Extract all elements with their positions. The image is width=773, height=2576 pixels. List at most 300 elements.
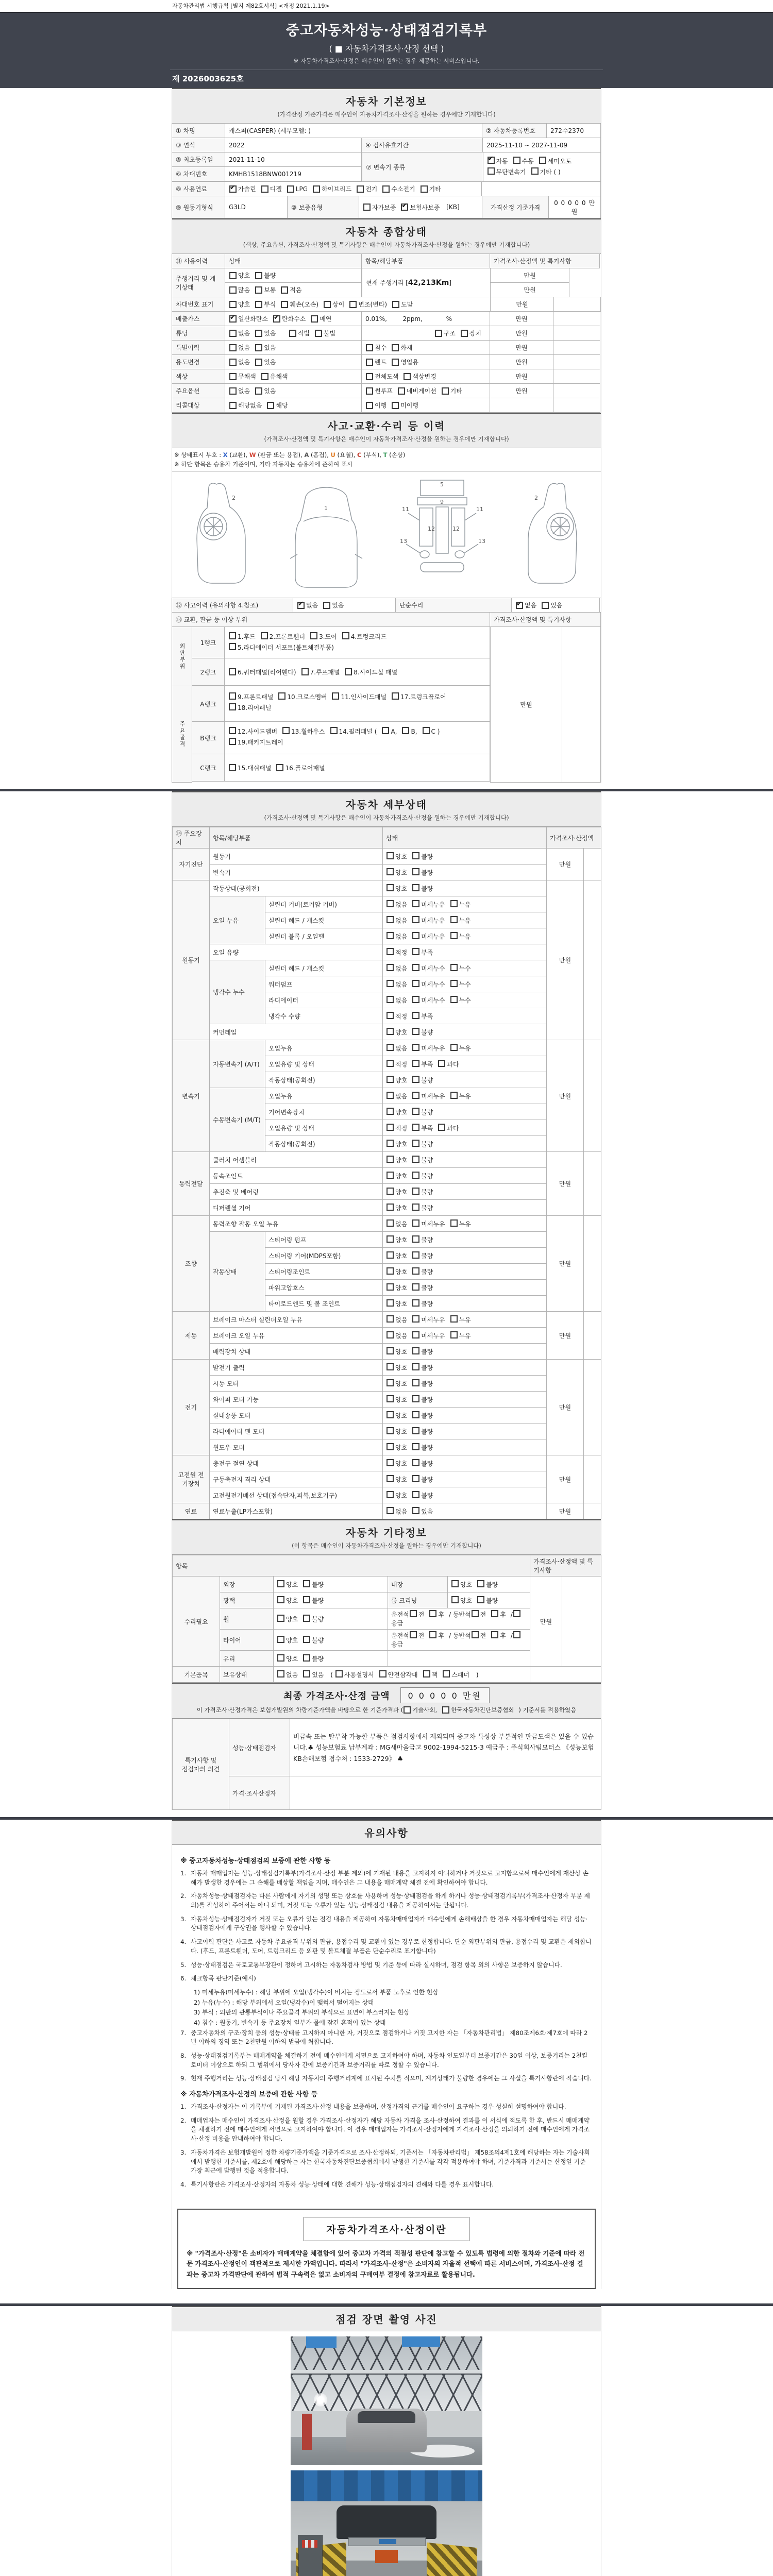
checkbox[interactable]: [386, 900, 394, 907]
checkbox[interactable]: [229, 373, 237, 380]
checkbox[interactable]: [324, 301, 331, 308]
column-header: ⑪ 사용이력: [172, 253, 225, 268]
checkbox[interactable]: [278, 692, 285, 700]
checkbox[interactable]: [461, 330, 468, 337]
vin-value: KMHB1518BNW001219: [225, 166, 362, 181]
status-checkboxes: [383, 1104, 547, 1120]
checkbox[interactable]: [386, 852, 394, 859]
checkbox[interactable]: [229, 315, 237, 323]
checkbox[interactable]: [229, 330, 237, 337]
checkbox[interactable]: [267, 402, 274, 409]
table-row: [173, 849, 601, 865]
checkbox[interactable]: [255, 387, 262, 395]
status-code: C: [357, 451, 362, 459]
checkbox-label: 18.리어패널: [238, 704, 272, 711]
checkbox[interactable]: [255, 344, 262, 351]
checkbox[interactable]: [366, 359, 373, 366]
checkbox[interactable]: [412, 916, 419, 923]
checkbox[interactable]: [281, 286, 288, 294]
checkbox[interactable]: [410, 1610, 417, 1617]
checkbox[interactable]: [412, 1443, 419, 1450]
checkbox[interactable]: [402, 727, 409, 734]
notice-item: [180, 2116, 593, 2144]
checkbox[interactable]: [363, 204, 371, 211]
checkbox[interactable]: [412, 1188, 419, 1195]
notice-text: 매매업자는 매수인이 가격조사·산정을 원할 경우 가격조사·산정자가 해당 자동차 가격을 조사·산정하여 결과를 이 서식에 적도록 한 후, 반드시 매매계약을 체결하기 전에 매수인에게 서면으로 고지하여야 합니다. 이 경우 매매업자는 가격조사·산정자에게 가격조사·산정을 의뢰하기 전에 매수인에게 가격조사·산정 비용을 안내하여야 합니다.: [191, 2116, 590, 2143]
checkbox[interactable]: [386, 1140, 394, 1147]
checkbox[interactable]: [472, 1631, 479, 1638]
checkbox-label: 양호: [395, 1412, 408, 1419]
checkbox[interactable]: [516, 602, 523, 609]
checkbox[interactable]: [401, 204, 408, 211]
checkbox-label: 없음: [306, 602, 318, 609]
diagram-label: 2: [231, 495, 236, 501]
checkbox[interactable]: [229, 402, 237, 409]
overall-condition-section: [172, 218, 601, 413]
checkbox[interactable]: [386, 1379, 394, 1386]
checkbox[interactable]: [412, 1491, 419, 1498]
status-checkboxes: [383, 1487, 547, 1503]
status-checkboxes: [383, 1008, 547, 1024]
checkbox-label: 없음: [395, 901, 408, 908]
status-checkboxes: [383, 1408, 547, 1423]
checkbox[interactable]: [386, 1411, 394, 1418]
checkbox[interactable]: [261, 185, 268, 193]
checkbox[interactable]: [386, 1235, 394, 1243]
checkbox-label: 적정: [395, 948, 408, 956]
checkbox[interactable]: [404, 373, 411, 380]
checkbox[interactable]: [488, 157, 495, 164]
checkbox-label: 불량: [312, 1636, 324, 1644]
checkbox[interactable]: [412, 1204, 419, 1211]
checkbox-label: 12.사이드멤버: [238, 728, 278, 735]
checkbox[interactable]: [412, 1156, 419, 1163]
checkbox[interactable]: [412, 1172, 419, 1179]
checkbox[interactable]: [386, 964, 394, 971]
checkbox[interactable]: [297, 602, 305, 609]
checkbox[interactable]: [412, 1283, 419, 1291]
checkbox[interactable]: [450, 1219, 458, 1227]
legend-text: (판금 또는 용접),: [256, 451, 305, 459]
checkbox[interactable]: [382, 185, 390, 193]
checkbox[interactable]: [386, 1331, 394, 1338]
accident-history-row: [172, 598, 601, 613]
checkbox[interactable]: [412, 868, 419, 875]
checkbox[interactable]: [513, 157, 520, 164]
checkbox[interactable]: [392, 344, 399, 351]
price-cell: 만원: [490, 369, 553, 384]
checkbox-label: 미세누유: [421, 1092, 445, 1100]
checkbox[interactable]: [450, 900, 458, 907]
checkbox-label: 불량: [421, 885, 433, 892]
checkbox[interactable]: [229, 643, 236, 650]
checkbox[interactable]: [510, 1631, 520, 1639]
checkbox-label: 양호: [286, 1597, 298, 1604]
checkbox[interactable]: [229, 703, 236, 710]
checkbox[interactable]: [412, 900, 419, 907]
checkbox[interactable]: [303, 1670, 310, 1677]
table-row: [173, 1040, 601, 1056]
checkbox[interactable]: [303, 1580, 310, 1587]
status-checkboxes: [383, 1072, 547, 1088]
checkbox[interactable]: [491, 1610, 498, 1617]
checkbox[interactable]: [342, 632, 349, 639]
checkbox[interactable]: [303, 1615, 310, 1622]
checkbox[interactable]: [412, 1459, 419, 1466]
checkbox[interactable]: [386, 1507, 394, 1514]
checkbox[interactable]: [412, 1475, 419, 1482]
checkbox[interactable]: [412, 1251, 419, 1259]
checkbox[interactable]: [386, 1395, 394, 1402]
checkbox[interactable]: [277, 1615, 284, 1622]
field-label: ③ 연식: [172, 138, 225, 152]
field-label: ⑩ 보증유형: [287, 196, 359, 218]
checkbox[interactable]: [392, 402, 399, 409]
checkbox[interactable]: [386, 980, 394, 987]
row-label: 광택: [220, 1592, 274, 1608]
checkbox[interactable]: [289, 330, 296, 337]
detail-subtitle: (가격조사·산정액 및 특기사항은 매수인이 자동차가격조사·산정을 원하는 경우에만 기재합니다): [264, 814, 509, 821]
checkbox[interactable]: [488, 167, 495, 175]
checkbox[interactable]: [438, 1060, 445, 1067]
checkbox[interactable]: [412, 1315, 419, 1323]
checkbox[interactable]: [404, 1706, 411, 1714]
checkbox[interactable]: [386, 1172, 394, 1179]
checkbox[interactable]: [435, 330, 442, 337]
checkbox[interactable]: [412, 1219, 419, 1227]
checkbox[interactable]: [229, 185, 237, 193]
checkbox[interactable]: [386, 1092, 394, 1099]
checkbox[interactable]: [386, 1251, 394, 1259]
detail-condition-section: [172, 791, 601, 1519]
checkbox[interactable]: [386, 948, 394, 955]
notice-text: 중고자동차의 구조·장치 등의 성능·상태를 고지하지 아니한 자, 거짓으로 점검하거나 거짓 고지한 자는 「자동차관리법」 제80조제6호·제7호에 따라 2년 이하의 징역 또는 2천만원 이하의 벌금에 처합니다.: [191, 2029, 588, 2046]
checkbox[interactable]: [386, 916, 394, 923]
inline-text: / 동반석: [448, 1611, 471, 1618]
checkbox[interactable]: [277, 1596, 284, 1603]
checkbox[interactable]: [386, 1427, 394, 1434]
checkbox-label: 누유: [459, 1092, 471, 1100]
checkbox[interactable]: [229, 764, 236, 771]
rank2-items: [224, 658, 490, 686]
inspection-period-value: 2025-11-10 ~ 2027-11-09: [482, 138, 601, 152]
checkbox[interactable]: [429, 1610, 436, 1617]
checkbox-label: 불량: [421, 1348, 433, 1355]
checkbox[interactable]: [386, 1060, 394, 1067]
checkbox-label: 10.크로스멤버: [287, 693, 327, 701]
appraiser-remarks-text: [290, 1776, 601, 1810]
checkbox-label: 양호: [395, 1460, 408, 1467]
checkbox[interactable]: [229, 692, 236, 700]
checkbox[interactable]: [349, 301, 357, 308]
checkbox[interactable]: [281, 301, 288, 308]
checkbox[interactable]: [261, 373, 268, 380]
checkbox[interactable]: [412, 1379, 419, 1386]
checkbox[interactable]: [423, 1670, 430, 1677]
checkbox[interactable]: [423, 727, 430, 734]
checkbox-label: 8.사이드실 패널: [354, 668, 398, 676]
checkbox[interactable]: [229, 387, 237, 395]
checkbox[interactable]: [412, 1140, 419, 1147]
checkbox[interactable]: [229, 668, 236, 675]
checkbox-label: B,: [411, 728, 417, 735]
checkbox[interactable]: [345, 668, 352, 675]
checkbox[interactable]: [303, 1636, 310, 1643]
item-label: 원동기: [210, 849, 383, 865]
status-checkboxes: [383, 1056, 547, 1072]
checkbox-label: 스패너: [451, 1671, 469, 1679]
checkbox[interactable]: [412, 1012, 419, 1019]
checkbox[interactable]: [450, 996, 458, 1003]
checkbox[interactable]: [366, 344, 373, 351]
checkbox[interactable]: [255, 359, 262, 366]
checkbox[interactable]: [450, 1331, 458, 1338]
checkbox-label: 양호: [286, 1615, 298, 1623]
checkbox-label: 9.프론트패널: [238, 693, 274, 701]
checkbox[interactable]: [386, 1156, 394, 1163]
table-row: [173, 1152, 601, 1168]
legend-text: (교환),: [227, 451, 249, 459]
checkbox[interactable]: [412, 1267, 419, 1275]
checkbox[interactable]: [398, 387, 405, 395]
checkbox[interactable]: [255, 272, 262, 279]
checkbox[interactable]: [386, 1299, 394, 1307]
detail-title: 자동차 세부상태: [345, 799, 428, 811]
checkbox[interactable]: [366, 402, 373, 409]
main-frame-group-label: 주요골격: [172, 686, 192, 783]
checkbox[interactable]: [313, 185, 320, 193]
final-price-value: 0 0 0 0 0 만원: [400, 1687, 490, 1703]
notice-number: 5.: [180, 1961, 187, 1969]
checkbox[interactable]: [229, 272, 237, 279]
tuning-item-checkboxes: [361, 326, 490, 341]
checkbox[interactable]: [386, 1044, 394, 1051]
checkbox-label: 기타 ( ): [540, 168, 561, 176]
checkbox[interactable]: [412, 948, 419, 955]
checkbox[interactable]: [412, 1076, 419, 1083]
checkbox[interactable]: [412, 1092, 419, 1099]
row-label: 주요옵션: [172, 383, 225, 398]
checkbox[interactable]: [412, 1427, 419, 1434]
checkbox[interactable]: [335, 1670, 343, 1677]
checkbox[interactable]: [412, 1028, 419, 1035]
checkbox[interactable]: [277, 1654, 284, 1662]
checkbox[interactable]: [229, 344, 237, 351]
checkbox[interactable]: [412, 884, 419, 891]
checkbox[interactable]: [412, 996, 419, 1003]
checkbox-label: 변조(변타): [358, 301, 388, 308]
checkbox[interactable]: [276, 764, 283, 771]
checkbox[interactable]: [379, 1670, 386, 1677]
checkbox[interactable]: [386, 1028, 394, 1035]
checkbox[interactable]: [392, 301, 399, 308]
checkbox[interactable]: [273, 315, 280, 323]
checkbox[interactable]: [386, 1491, 394, 1498]
notice-subitem: 3) 부식 : 외판의 관통부식이나 주요골격 부위의 부식으로 표면이 부스러지는 현상: [194, 2009, 410, 2016]
checkbox[interactable]: [366, 373, 373, 380]
checkbox[interactable]: [412, 1363, 419, 1370]
checkbox[interactable]: [412, 1235, 419, 1243]
line-break: [228, 736, 486, 738]
checkbox[interactable]: [421, 185, 428, 193]
checkbox[interactable]: [229, 632, 236, 639]
checkbox[interactable]: [386, 884, 394, 891]
checkbox[interactable]: [255, 301, 262, 308]
checkbox[interactable]: [277, 1636, 284, 1643]
checkbox[interactable]: [303, 1654, 310, 1662]
checkbox-label: 미세누유: [421, 1316, 445, 1324]
checkbox[interactable]: [255, 286, 262, 294]
checkbox[interactable]: [229, 359, 237, 366]
checkbox[interactable]: [510, 1610, 520, 1618]
checkbox[interactable]: [386, 1076, 394, 1083]
checkbox[interactable]: [412, 1060, 419, 1067]
checkbox[interactable]: [477, 1580, 484, 1587]
checkbox[interactable]: [491, 1631, 498, 1638]
checkbox[interactable]: [311, 315, 318, 323]
checkbox[interactable]: [386, 1267, 394, 1275]
row-label: 보유상태: [220, 1667, 274, 1683]
checkbox[interactable]: [229, 727, 236, 734]
checkbox[interactable]: [386, 868, 394, 875]
checkbox[interactable]: [277, 1670, 284, 1677]
checkbox[interactable]: [410, 1631, 417, 1638]
remarks-group-line1: 특기사항 및: [184, 1756, 217, 1764]
current-mileage: [362, 268, 491, 297]
checkbox[interactable]: [442, 1706, 449, 1714]
checkbox-label: 양호: [395, 1028, 408, 1036]
checkbox-label: 누유: [459, 1332, 471, 1340]
checkbox[interactable]: [382, 727, 389, 734]
checkbox[interactable]: [412, 1411, 419, 1418]
checkbox[interactable]: [386, 1347, 394, 1354]
checkbox[interactable]: [229, 738, 236, 745]
checkbox[interactable]: [323, 602, 330, 609]
checkbox[interactable]: [412, 1108, 419, 1115]
checkbox[interactable]: [277, 1580, 284, 1587]
checkbox[interactable]: [450, 1044, 458, 1051]
checkbox[interactable]: [442, 387, 449, 395]
checkbox[interactable]: [531, 167, 539, 175]
checkbox[interactable]: [261, 632, 268, 639]
item-label: 구동축전지 격리 상태: [210, 1471, 383, 1487]
notice-number: 3.: [180, 2148, 187, 2156]
checkbox[interactable]: [386, 1443, 394, 1450]
checkbox-label: 미세누유: [421, 1220, 445, 1228]
checkbox-label: 없음: [395, 1044, 408, 1052]
checkbox[interactable]: [310, 632, 317, 639]
checkbox[interactable]: [229, 286, 237, 294]
checkbox[interactable]: [412, 1395, 419, 1402]
emission-values: 0.01%, 2ppm, %: [361, 311, 490, 326]
checkbox[interactable]: [392, 692, 399, 700]
checkbox[interactable]: [386, 1204, 394, 1211]
checkbox[interactable]: [542, 602, 549, 609]
checkbox-label: 양호: [286, 1636, 298, 1644]
checkbox[interactable]: [412, 852, 419, 859]
checkbox-label: 적정: [395, 1012, 408, 1020]
checkbox[interactable]: [412, 964, 419, 971]
notice-text: 성능·상태점검기록부는 매매계약을 체결하기 전에 매수인에게 서면으로 고지하여야 하며, 자동차 인도일부터 보증기간은 30일 이상, 보증거리는 2천킬로미터 이상으로 하되 그 범위에서 당사자 간에 보증기간과 보증거리를 따로 정할 수 있습니다.: [191, 2052, 588, 2069]
table-row: [173, 1471, 601, 1487]
checkbox[interactable]: [412, 932, 419, 939]
checkbox[interactable]: [229, 301, 237, 308]
checkbox[interactable]: [450, 980, 458, 987]
checkbox[interactable]: [472, 1610, 479, 1617]
checkbox[interactable]: [386, 1012, 394, 1019]
checkbox[interactable]: [386, 1283, 394, 1291]
checkbox[interactable]: [330, 727, 338, 734]
checkbox[interactable]: [392, 359, 399, 366]
checkbox[interactable]: [332, 692, 339, 700]
checkbox[interactable]: [450, 916, 458, 923]
checkbox[interactable]: [386, 1315, 394, 1323]
checkbox[interactable]: [450, 932, 458, 939]
checkbox[interactable]: [386, 1475, 394, 1482]
checkbox[interactable]: [451, 1580, 459, 1587]
checkbox[interactable]: [438, 1124, 445, 1131]
device-group-label: 연료: [173, 1503, 210, 1519]
checkbox[interactable]: [386, 1108, 394, 1115]
checkbox[interactable]: [412, 1299, 419, 1307]
checkbox[interactable]: [412, 1507, 419, 1514]
notice-number: 7.: [180, 2029, 187, 2037]
checkbox[interactable]: [386, 1363, 394, 1370]
checkbox[interactable]: [366, 387, 373, 395]
checkbox-label: 있음: [264, 387, 276, 395]
checkbox[interactable]: [539, 157, 546, 164]
checkbox[interactable]: [450, 1092, 458, 1099]
device-group-label: 전기: [173, 1360, 210, 1455]
options-checkboxes: [225, 383, 362, 398]
status-checkboxes: [383, 1232, 547, 1248]
checkbox[interactable]: [386, 1459, 394, 1466]
checkbox[interactable]: [451, 1596, 459, 1603]
checkbox[interactable]: [255, 330, 262, 337]
checkbox[interactable]: [412, 980, 419, 987]
checkbox[interactable]: [477, 1596, 484, 1603]
checkbox[interactable]: [450, 1315, 458, 1323]
checkbox[interactable]: [301, 668, 309, 675]
checkbox[interactable]: [450, 964, 458, 971]
checkbox[interactable]: [443, 1670, 450, 1677]
color-item-checkboxes: [361, 369, 490, 384]
price-appraisal-info-box: [177, 2209, 596, 2290]
price-cell: 만원: [490, 282, 569, 297]
overall-condition-table: [172, 254, 601, 413]
checkbox-label: 양호: [395, 1140, 408, 1148]
checkbox[interactable]: [357, 185, 364, 193]
checkbox[interactable]: [412, 1044, 419, 1051]
checkbox-label: 영업용: [400, 359, 418, 366]
checkbox[interactable]: [386, 1124, 394, 1131]
checkbox[interactable]: [412, 1347, 419, 1354]
row-label: 휠: [220, 1608, 274, 1630]
checkbox[interactable]: [386, 932, 394, 939]
checkbox[interactable]: [315, 330, 322, 337]
checkbox[interactable]: [386, 996, 394, 1003]
checkbox[interactable]: [429, 1631, 436, 1638]
checkbox[interactable]: [386, 1219, 394, 1227]
checkbox[interactable]: [287, 185, 294, 193]
checkbox[interactable]: [282, 727, 290, 734]
checkbox-label: 미세누유: [421, 1332, 445, 1340]
checkbox[interactable]: [386, 1188, 394, 1195]
notice-number: 2.: [180, 1892, 187, 1900]
checkbox[interactable]: [303, 1596, 310, 1603]
checkbox[interactable]: [412, 1331, 419, 1338]
checkbox[interactable]: [412, 1124, 419, 1131]
